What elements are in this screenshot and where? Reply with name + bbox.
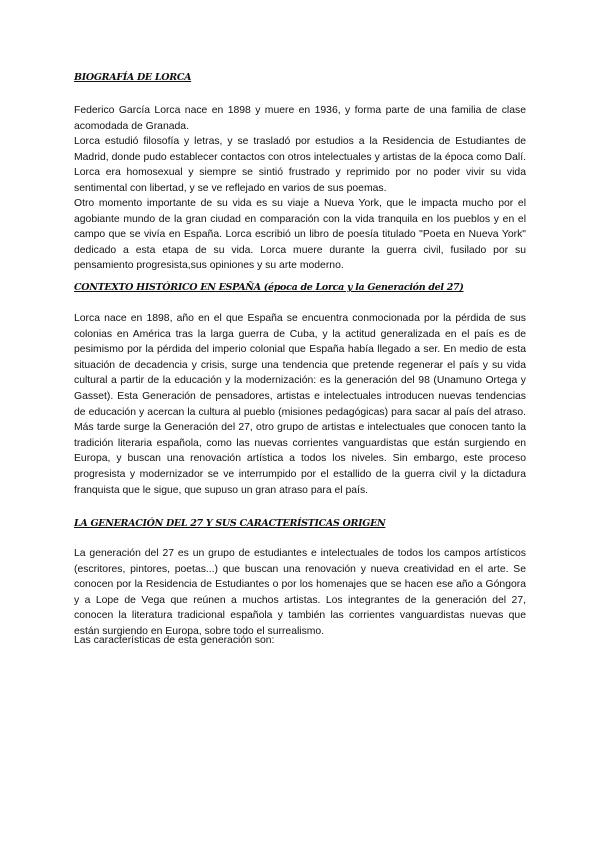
section-heading-contexto: CONTEXTO HISTÓRICO EN ESPAÑA (época de Lorca y la Generación del 27) — [74, 282, 464, 293]
section-heading-generacion: LA GENERACIÓN DEL 27 Y SUS CARACTERÍSTICAS ORIGEN — [74, 518, 386, 529]
paragraph-generacion-2: Las características de esta generación son: — [74, 635, 275, 646]
paragraph-biografia-2: Lorca estudió filosofía y letras, y se trasladó por estudios a la Residencia de Estudiantes de Madrid, donde pudo establecer contactos con otros intelectuales y artistas de la época como Dalí. Lorca era homosexual y siempre se sintió frustrado y reprimido por no poder vivir su vida sentimental con libertad, y se ve reflejado en varios de sus poemas. — [74, 136, 526, 194]
paragraph-biografia-1: Federico García Lorca nace en 1898 y muere en 1936, y forma parte de una familia de clase acomodada de Granada. — [74, 105, 526, 132]
paragraph-biografia-3: Otro momento importante de su vida es su viaje a Nueva York, que le impacta mucho por el agobiante mundo de la gran ciudad en comparación con la vida tranquila en los pueblos y en el campo que se vivía en España. Lorca escribió un libro de poesía titulado "Poeta en Nueva York" dedicado a esta etapa de su vida. Lorca muere durante la guerra civil, fusilado por su pensamiento progresista,sus opiniones y su arte moderno. — [74, 198, 526, 272]
paragraph-generacion-1: La generación del 27 es un grupo de estudiantes e intelectuales de todos los campos artísticos (escritores, pintores, poetas...) que buscan una renovación y nueva creatividad en el arte. Se conocen por la Residencia de Estudiantes o por los homenajes que se hacen ese año a Góngora y a Lope de Vega que reúnen a muchos artistas. Los integrantes de la generación del 27, conocen la literatura tradicional española y también las corrientes vanguardistas nuevas que están surgiendo en Europa, sobre todo el surrealismo. — [74, 548, 526, 637]
section-heading-biografia: BIOGRAFÍA DE LORCA — [74, 72, 192, 83]
paragraph-contexto-1: Lorca nace en 1898, año en el que España se encuentra conmocionada por la pérdida de sus colonias en América tras la larga guerra de Cuba, y la actitud generalizada en el país es de pesimismo por la pérdida del imperio colonial que España había llegado a ser. En medio de esta situación de decadencia y crisis, surge una tendencia que pretende regenerar el país y su vida cultural a partir de la educación y la modernización: es la generación del 98 (Unamuno Ortega y Gasset). Esta Generación de pensadores, artistas e intelectuales introducen nuevas tendencias de educación y acercan la cultura al pueblo (misiones pedagógicas) para sacar al país del atraso. Más tarde surge la Generación del 27, otro grupo de artistas e intelectuales que conocen tanto la tradición literaria española, como las nuevas corrientes vanguardistas que están surgiendo en Europa, y buscan una renovación artística a todos los niveles. Sin embargo, este proceso progresista y modernizador se ve interrumpido por el estallido de la guerra civil y la dictadura franquista que le sigue, que supuso un gran atraso para el país. — [74, 313, 526, 496]
